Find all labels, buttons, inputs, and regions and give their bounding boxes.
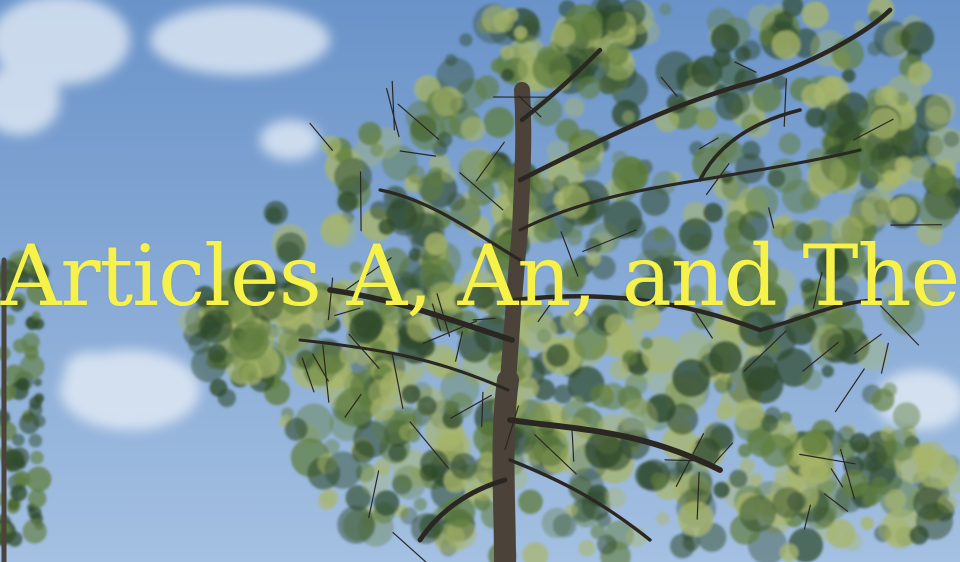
headline: Articles A, An, and The	[0, 227, 960, 325]
